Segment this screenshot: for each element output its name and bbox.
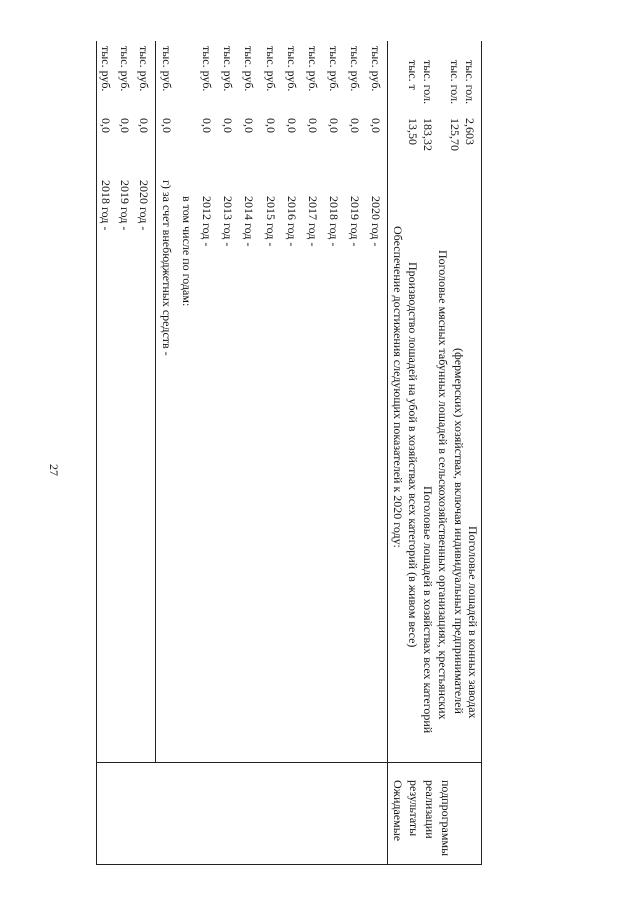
year-value: 0,0 [264, 118, 278, 133]
year-unit: тыс. руб. [327, 46, 341, 92]
year-value: 0,0 [348, 118, 362, 133]
funding-value: 0,0 [137, 118, 151, 133]
section-divider [155, 41, 156, 763]
table-border-left [96, 41, 97, 865]
year-unit: тыс. руб. [200, 46, 214, 92]
page-number: 27 [47, 464, 61, 476]
result-item-text: Производство лошадей на убой в хозяйствах всех категорий (в живом весе) [406, 262, 420, 648]
result-item-text: (фермерских) хозяйствах, включая индивидуальных предпринимателей [452, 348, 466, 714]
result-item-unit: тыс. гол. [421, 60, 435, 105]
extrabudget-subheader: в том числе по годам: [180, 196, 194, 307]
result-item-text: Поголовье мясных табунных лошадей в сельскохозяйственных организациях, крестьянских [436, 250, 450, 720]
funding-year-label: 2020 год - [137, 180, 151, 231]
year-label: 2013 год - [221, 196, 235, 247]
year-value: 0,0 [200, 118, 214, 133]
results-header: подпрограммы [439, 780, 453, 857]
funding-year-label: 2018 год - [99, 180, 113, 231]
table-border-right [481, 41, 482, 865]
year-value: 0,0 [306, 118, 320, 133]
results-header: реализации [423, 780, 437, 839]
year-unit: тыс. руб. [285, 46, 299, 92]
year-label: 2012 год - [200, 196, 214, 247]
year-label: 2019 год - [348, 196, 362, 247]
column-divider [96, 762, 482, 763]
year-value: 0,0 [285, 118, 299, 133]
extrabudget-unit: тыс. руб. [160, 46, 174, 92]
year-value: 0,0 [221, 118, 235, 133]
result-item-value: 125,70 [448, 118, 462, 151]
funding-unit: тыс. руб. [118, 46, 132, 92]
year-unit: тыс. руб. [242, 46, 256, 92]
year-label: 2014 год - [242, 196, 256, 247]
year-label: 2016 год - [285, 196, 299, 247]
funding-year-label: 2019 год - [118, 180, 132, 231]
year-label: 2018 год - [327, 196, 341, 247]
table-border-bottom [96, 864, 482, 865]
result-item-unit: тыс. гол. [448, 60, 462, 105]
year-value: 0,0 [242, 118, 256, 133]
year-label: 2015 год - [264, 196, 278, 247]
row-divider [387, 41, 388, 865]
result-item-value: 2,603 [463, 118, 477, 145]
results-header: результаты [407, 780, 421, 837]
results-intro: Обеспечение достижения следующих показателей к 2020 году: [391, 226, 405, 548]
funding-value: 0,0 [99, 118, 113, 133]
extrabudget-label: г) за счет внебюджетных средств - [160, 180, 174, 356]
year-unit: тыс. руб. [221, 46, 235, 92]
result-item-value: 183,32 [421, 118, 435, 151]
results-header: Ожидаемые [391, 780, 405, 842]
funding-value: 0,0 [118, 118, 132, 133]
year-label: 2017 год - [306, 196, 320, 247]
funding-unit: тыс. руб. [137, 46, 151, 92]
year-label: 2020 год - [369, 196, 383, 247]
year-unit: тыс. руб. [348, 46, 362, 92]
year-unit: тыс. руб. [264, 46, 278, 92]
result-item-unit: тыс. т [406, 60, 420, 90]
year-unit: тыс. руб. [306, 46, 320, 92]
result-item-text: Поголовье лошадей в конных заводах [466, 526, 480, 719]
funding-unit: тыс. руб. [99, 46, 113, 92]
result-item-unit: тыс. гол. [463, 60, 477, 105]
year-value: 0,0 [369, 118, 383, 133]
extrabudget-value: 0,0 [160, 118, 174, 133]
year-unit: тыс. руб. [369, 46, 383, 92]
result-item-text: Поголовье лошадей в хозяйствах всех категорий [421, 486, 435, 734]
year-value: 0,0 [327, 118, 341, 133]
result-item-value: 13,50 [406, 118, 420, 145]
